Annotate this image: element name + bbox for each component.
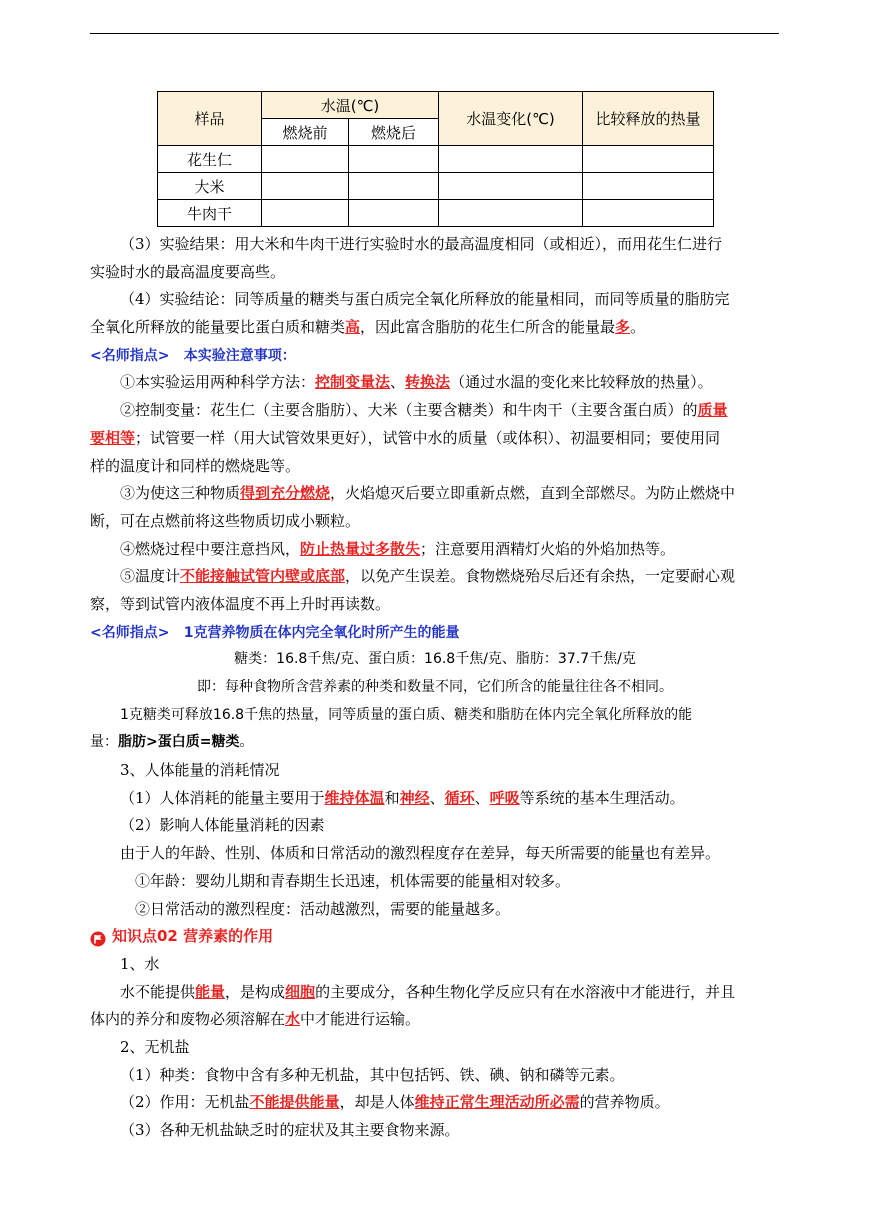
col-header-after: 燃烧后 xyxy=(349,119,439,146)
table-cell xyxy=(439,146,583,173)
energy-paragraph: 1克糖类可释放16.8千焦的热量，同等质量的蛋白质、糖类和脂肪在体内完全氧化所释放的能 xyxy=(120,706,693,723)
col-header-before: 燃烧前 xyxy=(262,119,349,146)
header-rule xyxy=(90,33,779,34)
col-header-temp-change: 水温变化(℃) xyxy=(439,92,583,146)
knowledge-point-heading: 知识点02 营养素的作用 xyxy=(90,923,780,951)
note-item: ④燃烧过程中要注意挡风，防止热量过多散失；注意要用酒精灯火焰的外焰加热等。 xyxy=(120,539,676,558)
table-cell xyxy=(349,200,439,227)
table-cell xyxy=(349,146,439,173)
energy-values: 糖类：16.8千焦/克、蛋白质：16.8千焦/克、脂肪：37.7千焦/克 xyxy=(234,651,636,668)
experiment-table xyxy=(157,91,714,227)
energy-note: 即：每种食物所含营养素的种类和数量不同，它们所含的能量往往各不相同。 xyxy=(197,679,673,695)
flag-icon xyxy=(90,929,106,945)
row-label: 牛肉干 xyxy=(158,200,262,227)
table-cell xyxy=(583,146,714,173)
table-row xyxy=(158,146,714,173)
table-row xyxy=(158,200,714,227)
note-item: ⑤温度计不能接触试管内壁或底部，以免产生误差。食物燃烧殆尽后还有余热，一定要耐心观 xyxy=(120,567,736,586)
col-header-compare-heat: 比较释放的热量 xyxy=(583,92,714,146)
table-cell xyxy=(349,173,439,200)
table-cell xyxy=(262,146,349,173)
table-cell xyxy=(262,200,349,227)
result-paragraph: （3）实验结果：用大米和牛肉干进行实验时水的最高温度相同（或相近），而用花生仁进行 xyxy=(120,235,723,253)
col-header-water-temp: 水温(℃) xyxy=(262,92,439,119)
table-cell xyxy=(439,173,583,200)
tip-tag: <名师指点> xyxy=(90,347,170,364)
note-item: ③为使这三种物质得到充分燃烧，火焰熄灭后要立即重新点燃，直到全部燃尽。为防止燃烧中 xyxy=(120,484,736,503)
section-heading: 3、人体能量的消耗情况 xyxy=(120,761,280,780)
row-label: 花生仁 xyxy=(158,146,262,173)
table-cell xyxy=(262,173,349,200)
note-item: ②控制变量：花生仁（主要含脂肪）、大米（主要含糖类）和牛肉干（主要含蛋白质）的质量 xyxy=(120,401,728,420)
conclusion-paragraph: （4）实验结论：同等质量的糖类与蛋白质完全氧化所释放的能量相同，而同等质量的脂肪完 xyxy=(120,290,730,309)
tip-heading-notes: <名师指点> 本实验注意事项： xyxy=(90,347,296,364)
col-header-sample: 样品 xyxy=(158,92,262,146)
row-label: 大米 xyxy=(158,173,262,200)
section-heading: 1、水 xyxy=(120,954,160,973)
tip-heading-energy: <名师指点> 1克营养物质在体内完全氧化时所产生的能量 xyxy=(90,624,460,641)
tip-tag: <名师指点> xyxy=(90,624,170,641)
table-cell xyxy=(583,200,714,227)
note-item: ①本实验运用两种科学方法：控制变量法、转换法（通过水温的变化来比较释放的热量）。 xyxy=(120,373,713,392)
table-cell xyxy=(583,173,714,200)
table-row xyxy=(158,173,714,200)
document-body: （3）实验结果：用大米和牛肉干进行实验时水的最高温度相同（或相近），而用花生仁进行 实验时水的最高温度要高些。 （4）实验结论：同等质量的糖类与蛋白质完全氧化所释放的能量相同，而同等质量的脂肪完 全氧化所释放的能量要比蛋白质和糖类高，因此富含脂肪的花生仁所含的能量最多。 <名师指点> 本实验注意事项： ①本实验运用两种科学方法：控制变量法、转换法（通过水温的变化来比较释放的热量）。 ②控制变量：花生仁（主要含脂肪）、大米（主要含糖类）和牛肉干（主要含蛋白质）的质量 要相等；试管要一样（用大试管效果更好），试管中水的质量（或体积）、初温要相同；要使用同 样的温度计和同样的燃烧匙等。 ③为使这三种物质得到充分燃烧，火焰熄灭后要立即重新点燃，直到全部燃尽。为防止燃烧中 断，可在点燃前将这些物质切成小颗粒。 ④燃烧过程中要注意挡风，防止热量过多散失；注意要用酒精灯火焰的外焰加热等。 ⑤温度计不能接触试管内壁或底部，以免产生误差。食物燃烧殆尽后还有余热，一定要耐心观 察，等到试管内液体温度不再上升时再读数。 <名师指点> 1克营养物质在体内完全氧化时所产生的能量 糖类：16.8千焦/克、蛋白质：16.8千焦/克、脂肪：37.7千焦/克 即：每种食物所含营养素的种类和数量不同，它们所含的能量往往各不相同。 1克糖类可释放16.8千焦的热量，同等质量的蛋白质、糖类和脂肪在体内完全氧化所释放的能 量：脂肪>蛋白质=糖类。 3、人体能量的消耗情况 （1）人体消耗的能量主要用于维持体温和神经、循环、呼吸等系统的基本生理活动。 （2）影响人体能量消耗的因素 由于人的年龄、性别、体质和日常活动的激烈程度存在差异，每天所需要的能量也有差异。 ①年龄：婴幼儿期和青春期生长迅速，机体需要的能量相对较多。 ②日常活动的激烈程度：活动越激烈，需要的能量越多。 知识点02 营养素的作用 1、水 水不能提供能量，是构成细胞的主要成分，各种生物化学反应只有在水溶液中才能进行，并且 体内的养分和废物必须溶解在水中才能进行运输。 2、无机盐 （1）种类：食物中含有多种无机盐，其中包括钙、铁、碘、钠和磷等元素。 （2）作用：无机盐不能提供能量，却是人体维持正常生理活动所必需的营养物质。 （3）各种无机盐缺乏时的症状及其主要食物来源。 xyxy=(90,231,780,1145)
section-heading: 2、无机盐 xyxy=(120,1037,190,1056)
table-cell xyxy=(439,200,583,227)
